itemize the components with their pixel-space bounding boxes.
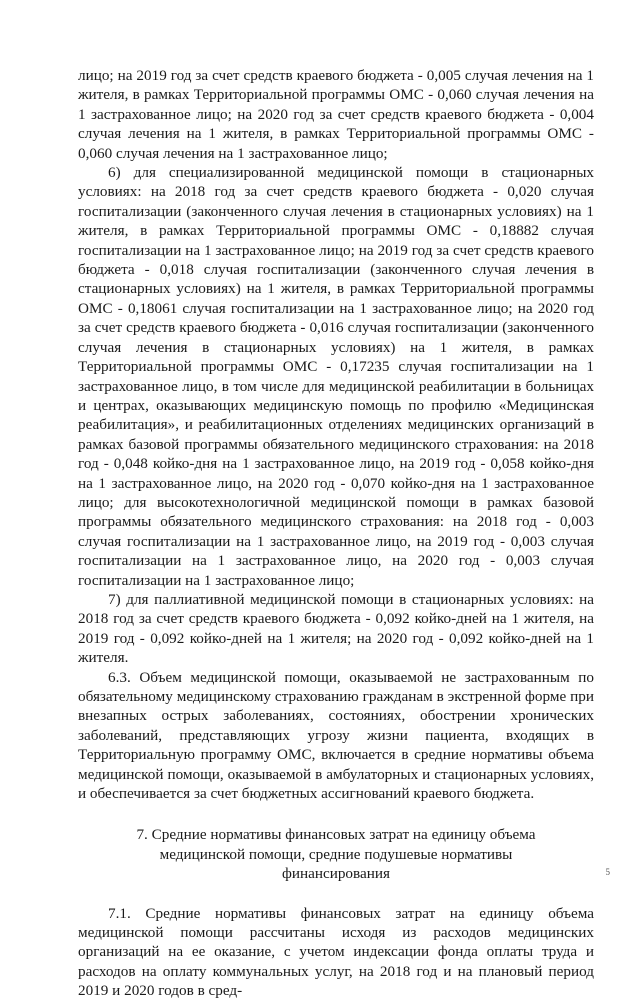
- page-number: 5: [605, 867, 610, 877]
- paragraph-7-1: 7.1. Средние нормативы финансовых затрат на единицу объема медицинской помощи рассчитаны исходя из расходов медицинских организаций на ее оказание, с учетом индексации фонда оплаты труда и расходов на оплату коммунальных услуг, на 2018 год и на плановый период 2019 и 2020 годов в сред-: [78, 904, 594, 1000]
- section-heading-7: 7. Средние нормативы финансовых затрат на единицу объема медицинской помощи, средние подушевые нормативы финансирования: [136, 826, 536, 883]
- paragraph-item-6: 6) для специализированной медицинской помощи в стационарных условиях: на 2018 год за счет средств краевого бюджета - 0,020 случая госпитализации (законченного случая лечения в стационарных условиях) на 1 жителя, в рамках Территориальной программы ОМС - 0,18882 случая госпитализации на 1 застрахованное лицо; на 2019 год за счет средств краевого бюджета - 0,018 случая госпитализации (законченного случая лечения в стационарных условиях) на 1 жителя, в рамках Территориальной программы ОМС - 0,18061 случая госпитализации на 1 застрахованное лицо; на 2020 год за счет средств краевого бюджета - 0,016 случая госпитализации (законченного случая лечения в стационарных условиях) на 1 жителя, в рамках Территориальной программы ОМС - 0,17235 случая госпитализации на 1 застрахованное лицо, в том числе для медицинской реабилитации в больницах и центрах, оказывающих медицинскую помощь по профилю «Медицинская реабилитация», и реабилитационных отделениях медицинских организаций в рамках базовой программы обязательного медицинского страхования: на 2018 год - 0,048 койко-дня на 1 застрахованное лицо, на 2019 год - 0,058 койко-дня на 1 застрахованное лицо, на 2020 год - 0,070 койко-дня на 1 застрахованное лицо; для высокотехнологичной медицинской помощи в рамках базовой программы обязательного медицинского страхования: на 2018 год - 0,003 случая госпитализации на 1 застрахованное лицо, на 2019 год - 0,003 случая госпитализации на 1 застрахованное лицо, на 2020 год - 0,003 случая госпитализации на 1 застрахованное лицо;: [78, 164, 594, 589]
- paragraph-item-7: 7) для паллиативной медицинской помощи в стационарных условиях: на 2018 год за счет средств краевого бюджета - 0,092 койко-дней на 1 жителя, на 2019 год - 0,092 койко-дней на 1 жителя; на 2020 год - 0,092 койко-дней на 1 жителя.: [78, 590, 594, 667]
- document-page: [78, 66, 594, 1001]
- paragraph-6-3: 6.3. Объем медицинской помощи, оказываемой не застрахованным по обязательному медицинскому страхованию гражданам в экстренной форме при внезапных острых заболеваниях, состояниях, обострении хронических заболеваний, представляющих угрозу жизни пациента, входящих в Территориальную программу ОМС, включается в средние нормативы объема медицинской помощи, оказываемой в амбулаторных и стационарных условиях, и обеспечивается за счет бюджетных ассигнований краевого бюджета.: [78, 668, 594, 803]
- paragraph-continuation: лицо; на 2019 год за счет средств краевого бюджета - 0,005 случая лечения на 1 жителя, в рамках Территориальной программы ОМС - 0,060 случая лечения на 1 застрахованное лицо; на 2020 год за счет средств краевого бюджета - 0,004 случая лечения на 1 жителя, в рамках Территориальной программы ОМС - 0,060 случая лечения на 1 застрахованное лицо;: [78, 67, 594, 162]
